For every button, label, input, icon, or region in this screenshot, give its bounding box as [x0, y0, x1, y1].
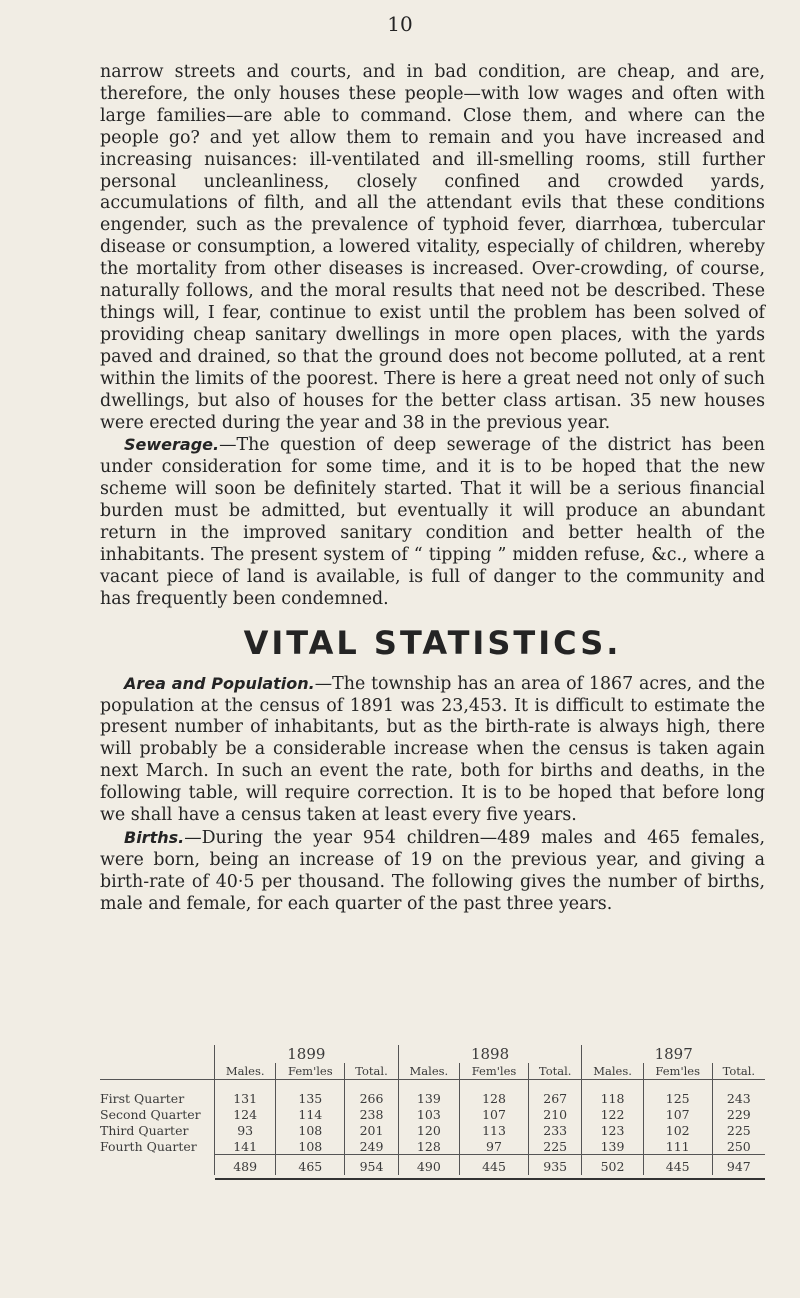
table-cell: 250: [712, 1138, 765, 1155]
table-cell: 107: [643, 1106, 712, 1122]
births-text: —During the year 954 children—489 males and 465 females, were born, being an increase of 19 on the previous year, and giving a birth-rate of 40·5 per thousand. The following gives the number of births, male and female, for each quarter of the past three years.: [100, 828, 765, 914]
table-totals-row: [100, 1155, 765, 1176]
table-cell: 118: [582, 1080, 643, 1107]
total-cell: 947: [712, 1155, 765, 1176]
column-header: Males.: [582, 1063, 643, 1080]
table-cell: 131: [215, 1080, 276, 1107]
table-subheader-row: [100, 1063, 765, 1080]
page-number: 10: [387, 12, 413, 36]
table-cell: 233: [528, 1122, 581, 1138]
table-cell: 249: [345, 1138, 398, 1155]
table-row: [100, 1080, 765, 1107]
column-header: Total.: [712, 1063, 765, 1080]
table-cell: 128: [398, 1138, 459, 1155]
year-header: 1897: [582, 1045, 765, 1063]
table-cell: 125: [643, 1080, 712, 1107]
paragraph-housing: narrow streets and courts, and in bad condition, are cheap, and are, therefore, the only houses these people—with low wages and often with large families—are able to command. Close them, and where can the people go? and yet allow them to remain and you have increased and increasing nuisances: ill-ventilated and ill-smelling rooms, still further personal uncleanliness, closely confined and crowded yards, accumulations of filth, and all the attendant evils that these conditions engender, such as the prevalence of typhoid fever, diarrhœa, tubercular disease or consumption, a lowered vitality, especially of children, whereby the mortality from other diseases is increased. Over-crowding, of course, naturally follows, and the moral results that need not be described. These things will, I fear, continue to exist until the problem has been solved of providing cheap sanitary dwellings in more open places, with the yards paved and drained, so that the ground does not become polluted, at a rent within the limits of the poorest. There is here a great need not only of such dwellings, but also of houses for the better class artisan. 35 new houses were erected during the year and 38 in the previous year.: [100, 62, 765, 433]
column-header: Fem'les: [460, 1063, 529, 1080]
table-row: [100, 1122, 765, 1138]
area-text: —The township has an area of 1867 acres, and the population at the census of 1891 was 23,453. It is difficult to estimate the present number of inhabitants, but as the birth-rate is always high, there will probably be a considerable increase when the census is taken again next March. In such an event the rate, both for births and deaths, in the following table, will require correction. It is to be hoped that before long we shall have a census taken at least every five years.: [100, 673, 765, 826]
column-header: Males.: [398, 1063, 459, 1080]
table-row: [100, 1106, 765, 1122]
row-label: Third Quarter: [100, 1122, 189, 1138]
table-cell: 266: [345, 1080, 398, 1107]
column-header: Males.: [215, 1063, 276, 1080]
table-cell: 128: [460, 1080, 529, 1107]
total-cell: 490: [398, 1155, 459, 1176]
table-cell: 141: [215, 1138, 276, 1155]
total-cell: 502: [582, 1155, 643, 1176]
table-year-row: [100, 1045, 765, 1063]
table-cell: 225: [712, 1122, 765, 1138]
area-runin-title: Area and Population.: [124, 673, 315, 693]
table-cell: 93: [215, 1122, 276, 1138]
total-cell: 465: [276, 1155, 345, 1176]
table-cell: 114: [276, 1106, 345, 1122]
table-cell: 267: [528, 1080, 581, 1107]
births-table: [100, 1045, 765, 1180]
year-header: 1899: [215, 1045, 399, 1063]
table-row: [100, 1138, 765, 1155]
table-cell: 124: [215, 1106, 276, 1122]
column-header: Total.: [528, 1063, 581, 1080]
table-cell: 108: [276, 1138, 345, 1155]
sewerage-runin-title: Sewerage.: [124, 435, 220, 455]
paragraph-area-population: [100, 673, 765, 827]
sewerage-text: —The question of deep sewerage of the district has been under consideration for some time, and it is to be hoped that the new scheme will soon be definitely started. That it will be a serious financial burden must be admitted, but eventually it will produce an abundant return in the improved sanitary condition and better health of the inhabitants. The present system of “ tipping ” midden refuse, &c., where a vacant piece of land is available, is full of danger to the community and has frequently been condemned.: [100, 435, 765, 609]
total-cell: 954: [345, 1155, 398, 1176]
table-cell: 123: [582, 1122, 643, 1138]
table-cell: 103: [398, 1106, 459, 1122]
total-cell: 489: [215, 1155, 276, 1176]
table-cell: 135: [276, 1080, 345, 1107]
table-cell: 139: [582, 1138, 643, 1155]
total-cell: 445: [460, 1155, 529, 1176]
paragraph-sewerage: [100, 434, 765, 610]
column-header: Fem'les: [276, 1063, 345, 1080]
table-cell: 97: [460, 1138, 529, 1155]
table-cell: 102: [643, 1122, 712, 1138]
column-header: Fem'les: [643, 1063, 712, 1080]
table-cell: 201: [345, 1122, 398, 1138]
row-label: First Quarter: [100, 1090, 185, 1106]
table-bottom-rule: [100, 1175, 765, 1179]
column-header: Total.: [345, 1063, 398, 1080]
table-cell: 108: [276, 1122, 345, 1138]
total-cell: 935: [528, 1155, 581, 1176]
table-cell: 113: [460, 1122, 529, 1138]
row-label: Second Quarter: [100, 1106, 201, 1122]
section-heading-vital-statistics: VITAL STATISTICS.: [243, 623, 622, 662]
row-label: Fourth Quarter: [100, 1138, 197, 1154]
table-cell: 139: [398, 1080, 459, 1107]
table-cell: 238: [345, 1106, 398, 1122]
table-cell: 229: [712, 1106, 765, 1122]
table-cell: 120: [398, 1122, 459, 1138]
year-header: 1898: [398, 1045, 582, 1063]
table-cell: 111: [643, 1138, 712, 1155]
paragraph-births: [100, 827, 765, 916]
body-text: [100, 62, 765, 916]
table-cell: 225: [528, 1138, 581, 1155]
table-cell: 210: [528, 1106, 581, 1122]
table-cell: 122: [582, 1106, 643, 1122]
table-cell: 107: [460, 1106, 529, 1122]
total-cell: 445: [643, 1155, 712, 1176]
table-cell: 243: [712, 1080, 765, 1107]
births-runin-title: Births.: [124, 828, 185, 847]
